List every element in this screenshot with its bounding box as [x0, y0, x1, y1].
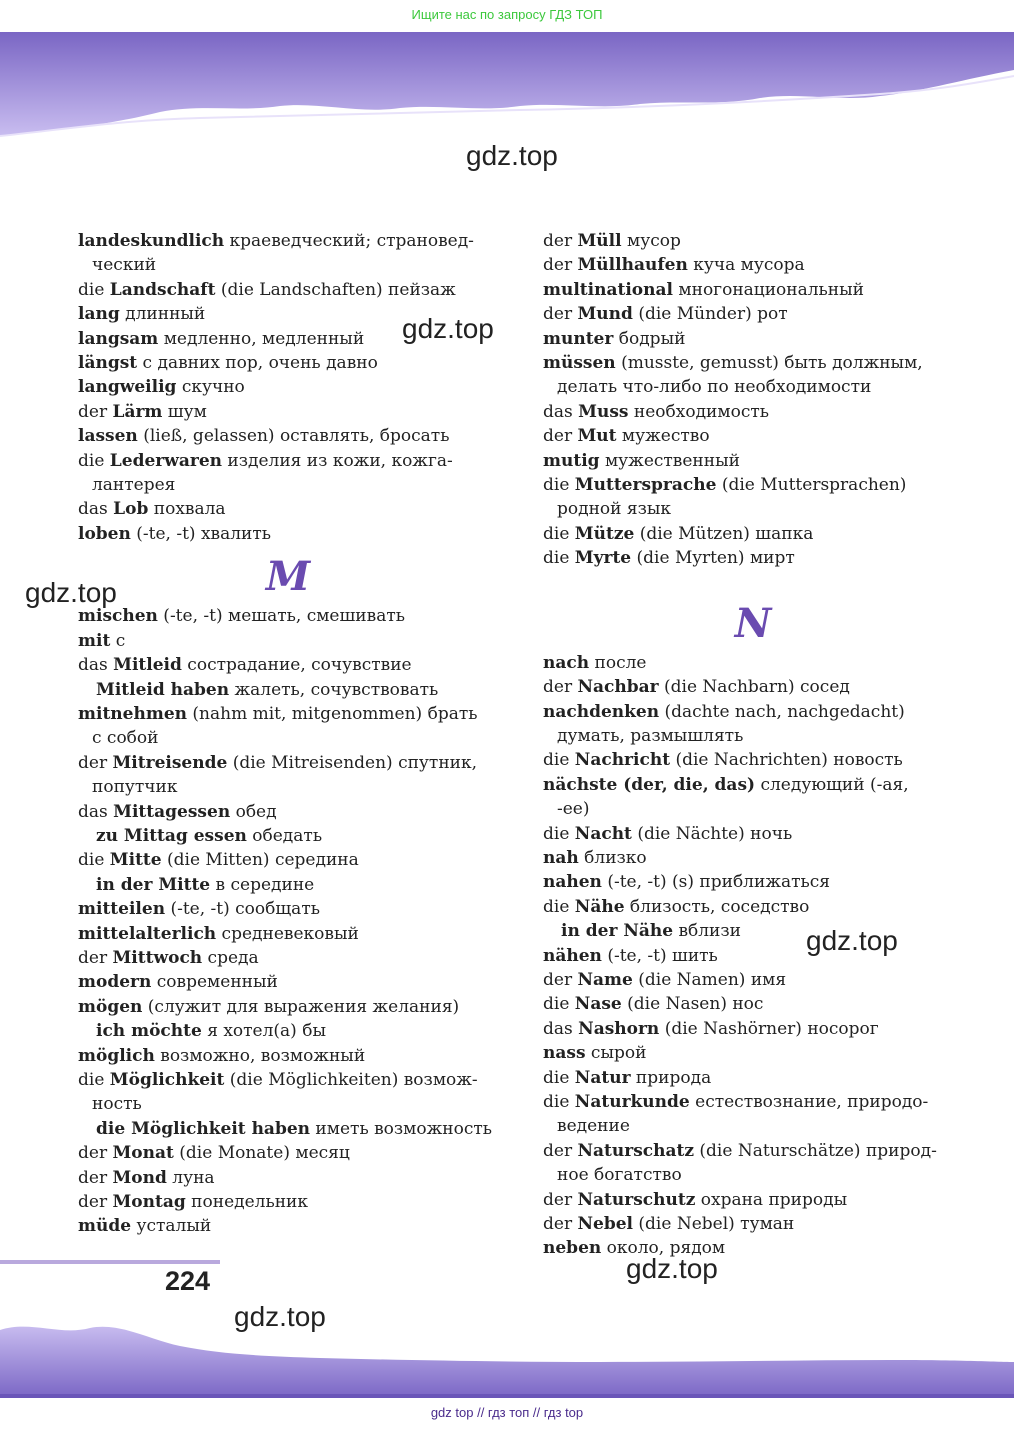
entry-continuation [78, 1092, 498, 1116]
headword: Nashorn [578, 1018, 660, 1039]
translation: лантерея [92, 475, 176, 496]
entry-continuation [543, 724, 963, 748]
watermark: gdz.top [806, 925, 898, 956]
dictionary-entry [543, 449, 963, 473]
dictionary-entry [543, 229, 963, 253]
translation: я хотел(а) бы [201, 1021, 326, 1042]
headword: lassen [78, 426, 138, 447]
headword: Möglichkeit [109, 1070, 225, 1090]
headword: Nacht [574, 823, 632, 844]
translation: жалеть, сочувствовать [229, 679, 439, 700]
headword: Monat [112, 1143, 174, 1164]
translation: (-te, -t) мешать, смешивать [157, 606, 405, 627]
entry-continuation [543, 497, 963, 521]
article: der [543, 255, 578, 276]
headword: landeskundlich [78, 231, 225, 251]
headword: langweilig [78, 377, 177, 398]
headword: Mitleid haben [96, 679, 230, 700]
headword: Muss [578, 401, 629, 422]
dictionary-entry [543, 1139, 963, 1163]
translation: ческий [92, 255, 157, 276]
translation: луна [166, 1167, 215, 1188]
dictionary-entry [543, 1212, 963, 1236]
translation: иметь возможность [310, 1118, 493, 1139]
headword: Mitreisende [112, 752, 228, 773]
translation: следующий (-ая, [755, 774, 909, 795]
dictionary-entry [543, 1066, 963, 1090]
article: die [543, 896, 575, 917]
headword: neben [543, 1238, 602, 1259]
article: die [543, 1092, 575, 1112]
article: der [543, 231, 578, 251]
headword: Mittwoch [112, 947, 203, 968]
translation: попутчик [92, 777, 178, 798]
headword: munter [543, 328, 614, 349]
translation: медленно, медленный [158, 328, 365, 349]
dictionary-entry [78, 946, 498, 970]
translation: (die Nebel) туман [633, 1214, 795, 1235]
dictionary-entry [78, 302, 498, 326]
article: die [78, 1070, 110, 1090]
headword: Lob [113, 499, 149, 520]
dictionary-entry [78, 449, 498, 473]
entry-continuation [543, 1163, 963, 1187]
right-column [543, 229, 963, 1261]
translation: (ließ, gelassen) оставлять, бросать [137, 426, 450, 447]
headword: müde [78, 1216, 132, 1237]
entry-continuation [78, 775, 498, 799]
translation: обед [230, 801, 277, 822]
headword: nahen [543, 872, 602, 893]
page-rule [0, 1260, 220, 1264]
dictionary-entry [543, 351, 963, 375]
translation: около, рядом [601, 1238, 726, 1259]
page-number: 224 [165, 1266, 211, 1296]
dictionary-entry [543, 773, 963, 797]
translation: среда [202, 947, 259, 968]
headword: Nachbar [577, 677, 659, 698]
entry-continuation [78, 726, 498, 750]
headword: nachdenken [543, 701, 660, 722]
watermark: gdz.top [402, 313, 494, 344]
article: der [78, 401, 113, 422]
headword: multinational [543, 279, 673, 300]
translation: (dachte nach, nachgedacht) [659, 701, 905, 722]
dictionary-entry [543, 675, 963, 699]
translation: родной язык [557, 499, 672, 520]
headword: Mund [577, 304, 633, 325]
dictionary-entry [78, 800, 498, 824]
dictionary-entry [543, 748, 963, 772]
article: der [543, 1140, 578, 1161]
dictionary-entry [78, 678, 498, 702]
article: die [543, 475, 575, 496]
headword: loben [78, 523, 131, 544]
article: das [78, 801, 114, 822]
headword: mitnehmen [78, 703, 187, 724]
headword: Landschaft [109, 279, 216, 300]
dictionary-entry [543, 651, 963, 675]
entry-continuation [543, 1114, 963, 1138]
dictionary-entry [543, 895, 963, 919]
article: der [543, 1214, 578, 1235]
translation: близость, соседство [624, 896, 810, 917]
dictionary-entry [543, 700, 963, 724]
article: der [543, 677, 578, 698]
headword: Myrte [574, 548, 632, 569]
headword: mit [78, 630, 111, 651]
translation: природа [630, 1067, 712, 1088]
headword: Müllhaufen [577, 255, 688, 276]
translation: естествознание, природо- [689, 1092, 929, 1112]
entries-l [78, 229, 498, 546]
watermark: gdz.top [466, 140, 558, 171]
headword: nähen [543, 945, 602, 966]
translation: скучно [176, 377, 245, 398]
dictionary-entry [78, 1190, 498, 1214]
dictionary-entry [78, 1166, 498, 1190]
dictionary-entry [543, 327, 963, 351]
headword: Mütze [574, 523, 635, 544]
translation: краеведческий; страновед- [224, 231, 474, 251]
translation: (служит для выражения желания) [142, 996, 460, 1017]
headword: langsam [78, 328, 159, 349]
headword: Natur [574, 1067, 631, 1088]
article: das [543, 401, 579, 422]
headword: mögen [78, 996, 143, 1017]
dictionary-entry [543, 278, 963, 302]
dictionary-entry [78, 1141, 498, 1165]
article: der [78, 1192, 113, 1213]
headword: Naturkunde [574, 1092, 690, 1112]
headword: nach [543, 652, 590, 673]
dictionary-entry [78, 278, 498, 302]
translation: (nahm mit, mitgenommen) брать [187, 703, 478, 724]
translation: (die Münder) рот [632, 304, 788, 325]
headword: mischen [78, 606, 158, 627]
article: die [78, 850, 110, 871]
translation: (die Namen) имя [632, 969, 787, 990]
article: die [543, 548, 575, 569]
translation: современный [151, 972, 278, 993]
translation: бодрый [613, 328, 686, 349]
dictionary-entry [78, 970, 498, 994]
translation: (die Naturschätze) природ- [694, 1140, 937, 1161]
dictionary-entry [543, 424, 963, 448]
watermark: gdz.top [25, 577, 117, 608]
article: der [78, 1143, 113, 1164]
translation: (-te, -t) шить [601, 945, 718, 966]
translation: с давних пор, очень давно [137, 353, 378, 374]
translation: возможно, возможный [154, 1045, 366, 1066]
article: der [543, 1189, 578, 1210]
headword: möglich [78, 1045, 155, 1066]
bottom-banner [0, 1300, 1014, 1400]
translation: мусор [621, 231, 681, 251]
dictionary-entry [78, 1117, 498, 1141]
article: der [78, 752, 113, 773]
translation: в середине [210, 874, 315, 895]
article: das [78, 655, 114, 676]
headword: Mitleid [113, 655, 182, 676]
watermark: gdz.top [626, 1253, 718, 1284]
translation: куча мусора [687, 255, 805, 276]
dictionary-entry [543, 302, 963, 326]
top-search-hint: Ищите нас по запросу ГДЗ ТОП [411, 7, 603, 22]
headword: mitteilen [78, 899, 166, 920]
dictionary-entry [78, 702, 498, 726]
dictionary-entry [78, 522, 498, 546]
translation: (die Nachbarn) сосед [658, 677, 850, 698]
translation: -ее) [557, 799, 590, 820]
dictionary-entry [78, 848, 498, 872]
headword: in der Mitte [96, 874, 211, 895]
article: die [543, 523, 575, 544]
article: der [78, 1167, 113, 1188]
translation: (die Myrten) мирт [631, 548, 795, 569]
translation: с собой [92, 728, 159, 749]
dictionary-entry [78, 897, 498, 921]
headword: Lärm [112, 401, 163, 422]
dictionary-entry [543, 1188, 963, 1212]
translation: (die Muttersprachen) [716, 475, 907, 496]
translation: после [589, 652, 647, 673]
dictionary-entry [543, 1017, 963, 1041]
translation: (die Nashörner) носорог [659, 1018, 879, 1039]
translation: (die Monate) месяц [173, 1143, 350, 1164]
dictionary-entry [78, 424, 498, 448]
dictionary-entry [78, 351, 498, 375]
dictionary-entry [78, 497, 498, 521]
translation: охрана природы [695, 1189, 848, 1210]
headword: Mitte [109, 850, 162, 871]
translation: ность [92, 1094, 142, 1115]
headword: Lederwaren [109, 450, 223, 471]
dictionary-entry [78, 604, 498, 628]
entry-continuation [78, 473, 498, 497]
dictionary-entry [543, 919, 963, 943]
headword: mutig [543, 450, 600, 471]
article: die [543, 994, 575, 1015]
dictionary-entry [543, 473, 963, 497]
translation: с [110, 630, 126, 651]
dictionary-entry [543, 400, 963, 424]
entries-m-cont [543, 229, 963, 571]
translation: обедать [246, 825, 323, 846]
translation: понедельник [185, 1192, 308, 1213]
translation: думать, размышлять [557, 725, 744, 746]
entry-continuation [543, 375, 963, 399]
top-banner [0, 32, 1014, 144]
headword: lang [78, 304, 120, 325]
dictionary-entry [78, 327, 498, 351]
translation: ведение [557, 1116, 630, 1137]
dictionary-entry [78, 1044, 498, 1068]
translation: (die Nachrichten) новость [670, 750, 903, 771]
headword: Nachricht [574, 750, 671, 771]
dictionary-entry [78, 995, 498, 1019]
translation: изделия из кожи, кожга- [222, 450, 453, 471]
translation: сострадание, сочувствие [181, 655, 412, 676]
translation: (die Landschaften) пейзаж [215, 279, 456, 300]
dictionary-entry [78, 375, 498, 399]
translation: близко [578, 847, 647, 868]
dictionary-entry [78, 873, 498, 897]
dictionary-entry [543, 992, 963, 1016]
translation: усталый [131, 1216, 212, 1237]
translation: (-te, -t) хвалить [130, 523, 272, 544]
dictionary-entry [78, 824, 498, 848]
dictionary-entry [78, 400, 498, 424]
dictionary-entry [78, 1214, 498, 1238]
translation: многонациональный [672, 279, 864, 300]
translation: (die Mitten) середина [161, 850, 359, 871]
translation: (die Nächte) ночь [631, 823, 793, 844]
article: der [543, 426, 578, 447]
section-letter-n: N [734, 599, 772, 647]
headword: in der Nähe [561, 921, 674, 942]
dictionary-entry [543, 1236, 963, 1260]
article: die [543, 1067, 575, 1088]
dictionary-entry [543, 870, 963, 894]
left-column [78, 229, 498, 1239]
translation: (-te, -t) сообщать [165, 899, 320, 920]
article: die [543, 823, 575, 844]
entries-n [543, 651, 963, 1261]
headword: Naturschatz [577, 1140, 695, 1161]
dictionary-entry [543, 822, 963, 846]
translation: вблизи [673, 921, 741, 942]
translation: (die Möglichkeiten) возмож- [224, 1070, 478, 1090]
translation: длинный [119, 304, 206, 325]
headword: längst [78, 353, 138, 374]
dictionary-entry [543, 253, 963, 277]
headword: nah [543, 847, 579, 868]
headword: nass [543, 1043, 586, 1064]
section-letter-m: M [265, 553, 311, 601]
headword: die Möglichkeit haben [96, 1118, 311, 1139]
dictionary-entry [543, 846, 963, 870]
dictionary-entry [543, 522, 963, 546]
article: das [543, 1018, 579, 1039]
dictionary-entry [543, 1041, 963, 1065]
headword: ich möchte [96, 1021, 202, 1042]
translation: делать что-либо по необходимости [557, 377, 872, 398]
entry-continuation [543, 797, 963, 821]
translation: (-te, -t) (s) приближаться [601, 872, 830, 893]
article: der [543, 969, 578, 990]
dictionary-entry [543, 944, 963, 968]
translation: мужественный [599, 450, 740, 471]
translation: (die Mitreisenden) спутник, [227, 752, 478, 773]
headword: zu Mittag essen [96, 825, 247, 846]
dictionary-entry [78, 922, 498, 946]
article: die [78, 450, 110, 471]
dictionary-entry [78, 751, 498, 775]
dictionary-entry [78, 629, 498, 653]
article: der [543, 304, 578, 325]
headword: Nase [574, 994, 622, 1015]
headword: Naturschutz [577, 1189, 696, 1210]
headword: Mittagessen [113, 801, 231, 822]
entry-continuation [78, 253, 498, 277]
translation: сырой [585, 1043, 647, 1064]
headword: Müll [577, 231, 622, 251]
headword: Nähe [574, 896, 625, 917]
translation: похвала [148, 499, 226, 520]
article: die [78, 279, 110, 300]
article: der [78, 947, 113, 968]
article: die [543, 750, 575, 771]
entries-m [78, 604, 498, 1239]
headword: mittelalterlich [78, 923, 217, 944]
headword: Mond [112, 1167, 167, 1188]
translation: необходимость [628, 401, 770, 422]
dictionary-entry [543, 1090, 963, 1114]
translation: (musste, gemusst) быть должным, [615, 353, 923, 374]
headword: Muttersprache [574, 475, 717, 496]
dictionary-entry [543, 546, 963, 570]
dictionary-entry [78, 1019, 498, 1043]
headword: müssen [543, 353, 616, 374]
translation: шум [162, 401, 207, 422]
headword: Montag [112, 1192, 186, 1213]
watermark: gdz.top [234, 1301, 326, 1332]
headword: Mut [577, 426, 617, 447]
dictionary-entry [78, 653, 498, 677]
translation: ное богатство [557, 1165, 682, 1186]
dictionary-entry [78, 1068, 498, 1092]
headword: Name [577, 969, 633, 990]
headword: modern [78, 972, 152, 993]
footer-links: gdz top // гдз топ // гдз top [430, 1405, 584, 1420]
article: das [78, 499, 114, 520]
headword: nächste (der, die, das) [543, 774, 756, 795]
translation: мужество [616, 426, 710, 447]
translation: (die Nasen) нос [621, 994, 764, 1015]
dictionary-entry [78, 229, 498, 253]
headword: Nebel [577, 1214, 633, 1235]
translation: средневековый [216, 923, 359, 944]
dictionary-entry [543, 968, 963, 992]
translation: (die Mützen) шапка [634, 523, 814, 544]
